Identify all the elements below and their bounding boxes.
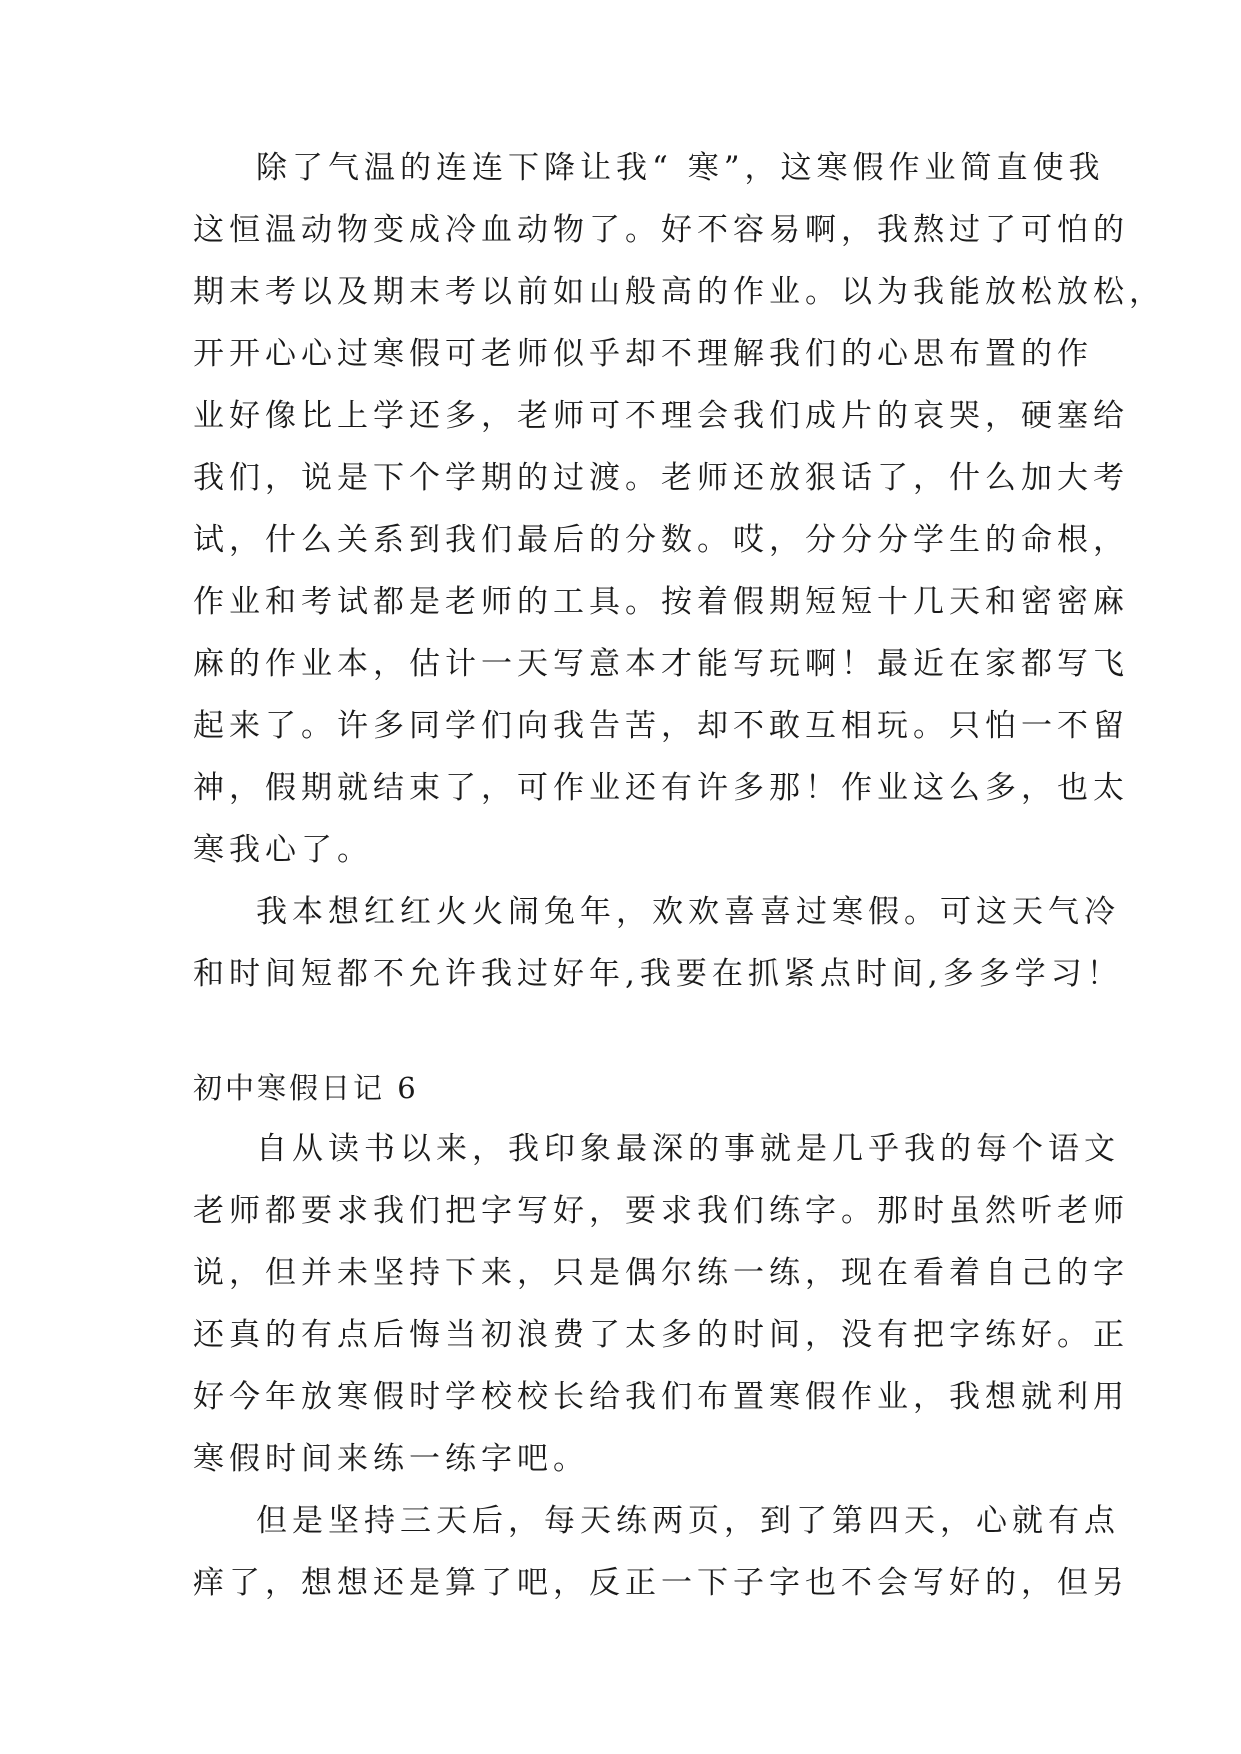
text-line: 好今年放寒假时学校校长给我们布置寒假作业，我想就利用 bbox=[193, 1379, 1129, 1415]
text-line: 和时间短都不允许我过好年,我要在抓紧点时间,多多学习！ bbox=[193, 956, 1123, 992]
text-line: 寒我心了。 bbox=[193, 832, 373, 868]
text-line: 这恒温动物变成冷血动物了。好不容易啊，我熬过了可怕的 bbox=[193, 212, 1129, 248]
text-line: 我们，说是下个学期的过渡。老师还放狠话了，什么加大考 bbox=[193, 460, 1129, 496]
text-line: 起来了。许多同学们向我告苦，却不敢互相玩。只怕一不留 bbox=[193, 708, 1129, 744]
text-line: 说，但并未坚持下来，只是偶尔练一练，现在看着自己的字 bbox=[193, 1255, 1129, 1291]
text-line: 业好像比上学还多，老师可不理会我们成片的哀哭，硬塞给 bbox=[193, 398, 1129, 434]
text-line: 麻的作业本，估计一天写意本才能写玩啊！最近在家都写飞 bbox=[193, 646, 1129, 682]
text-line: 神，假期就结束了，可作业还有许多那！作业这么多，也太 bbox=[193, 770, 1129, 806]
text-line: 开开心心过寒假可老师似乎却不理解我们的心思布置的作 bbox=[193, 336, 1093, 372]
text-line: 寒假时间来练一练字吧。 bbox=[193, 1441, 589, 1477]
text-line: 试，什么关系到我们最后的分数。哎，分分分学生的命根， bbox=[193, 522, 1129, 558]
text-line: 但是坚持三天后，每天练两页，到了第四天，心就有点 bbox=[256, 1503, 1120, 1539]
section-title: 初中寒假日记 6 bbox=[193, 1071, 419, 1105]
text-line: 作业和考试都是老师的工具。按着假期短短十几天和密密麻 bbox=[193, 584, 1129, 620]
text-line: 自从读书以来，我印象最深的事就是几乎我的每个语文 bbox=[256, 1131, 1120, 1167]
text-line: 老师都要求我们把字写好，要求我们练字。那时虽然听老师 bbox=[193, 1193, 1129, 1229]
text-line: 痒了，想想还是算了吧，反正一下子字也不会写好的，但另 bbox=[193, 1565, 1129, 1601]
text-line: 还真的有点后悔当初浪费了太多的时间，没有把字练好。正 bbox=[193, 1317, 1129, 1353]
text-line: 我本想红红火火闹兔年，欢欢喜喜过寒假。可这天气冷 bbox=[256, 894, 1120, 930]
text-line: 期末考以及期末考以前如山般高的作业。以为我能放松放松， bbox=[193, 274, 1165, 310]
text-line: 除了气温的连连下降让我“ 寒”，这寒假作业简直使我 bbox=[256, 150, 1105, 186]
